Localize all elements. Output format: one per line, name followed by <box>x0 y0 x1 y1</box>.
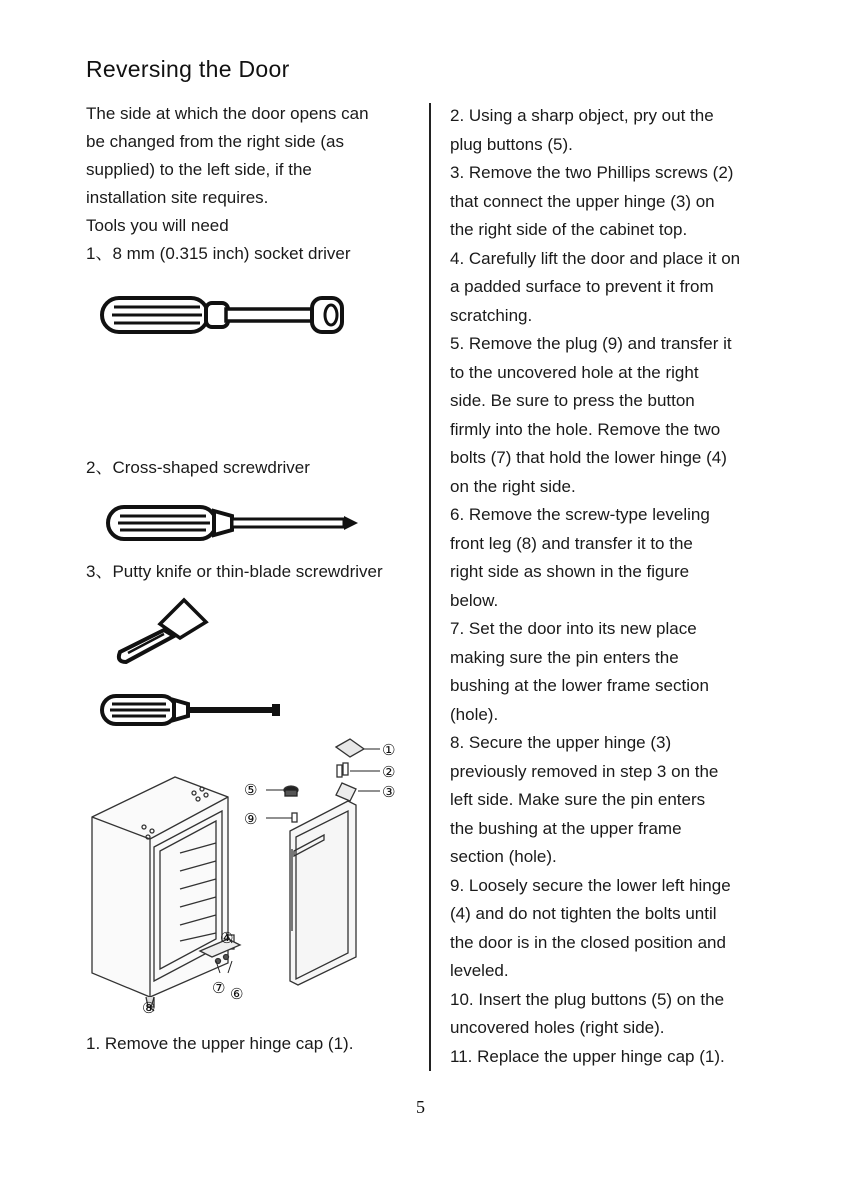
step-line: below. <box>450 590 499 610</box>
step-line: 7. Set the door into its new place <box>450 619 697 638</box>
step-line: on the right side. <box>450 476 576 496</box>
step-3 <box>450 159 790 245</box>
step-line: 11. Replace the upper hinge cap (1). <box>450 1046 725 1066</box>
callout-8: ⑧ <box>142 1000 156 1017</box>
callout-1: ① <box>382 742 396 759</box>
step-line: leveled. <box>450 961 509 980</box>
cross-screwdriver-icon <box>106 502 366 544</box>
tool-label-putty-knife: 3、Putty knife or thin-blade screwdriver <box>86 562 383 581</box>
step-line: left side. Make sure the pin enters <box>450 790 706 809</box>
column-divider <box>429 103 431 1071</box>
step-line: bolts (7) that hold the lower hinge (4) <box>450 448 727 467</box>
putty-knife-icon <box>114 596 214 666</box>
page-title: Reversing the Door <box>86 56 290 82</box>
step-line: 8. Secure the upper hinge (3) <box>450 733 672 752</box>
step-2 <box>450 102 790 159</box>
step-8 <box>450 729 790 872</box>
callout-6: ⑥ <box>230 986 244 1003</box>
step-line: bushing at the lower frame section <box>450 676 709 695</box>
step-line: making sure the pin enters the <box>450 647 679 667</box>
callout-3: ③ <box>382 784 396 801</box>
step-line: 2. Using a sharp object, pry out the <box>450 106 714 125</box>
step-line: (4) and do not tighten the bolts until <box>450 904 717 923</box>
intro-line: be changed from the right side (as <box>86 132 344 151</box>
tool-label-socket-driver: 1、8 mm (0.315 inch) socket driver <box>86 244 351 263</box>
step-line: section (hole). <box>450 847 557 866</box>
step-5 <box>450 330 790 501</box>
callout-2: ② <box>382 764 396 781</box>
step-line: 5. Remove the plug (9) and transfer it <box>450 334 732 353</box>
step-9 <box>450 872 790 986</box>
step-line: the door is in the closed position and <box>450 932 726 952</box>
step-line: the right side of the cabinet top. <box>450 220 688 239</box>
step-line: (hole). <box>450 704 499 724</box>
step-line: side. Be sure to press the button <box>450 391 695 410</box>
step-line: front leg (8) and transfer it to the <box>450 533 693 553</box>
intro-line: supplied) to the left side, if the <box>86 160 312 179</box>
callout-5: ⑤ <box>244 782 258 799</box>
intro-paragraph <box>86 100 408 212</box>
step-line: 9. Loosely secure the lower left hinge <box>450 875 731 895</box>
callout-9: ⑨ <box>244 811 258 828</box>
page-number: 5 <box>416 1097 425 1117</box>
step-line: firmly into the hole. Remove the two <box>450 419 721 439</box>
step-line: 6. Remove the screw-type leveling <box>450 505 710 524</box>
step-10 <box>450 986 790 1043</box>
left-column <box>86 100 408 268</box>
step-line: a padded surface to prevent it from <box>450 277 714 296</box>
step-line: 4. Carefully lift the door and place it on <box>450 248 741 268</box>
callout-7: ⑦ <box>212 980 226 997</box>
step-line: plug buttons (5). <box>450 134 573 154</box>
step-7 <box>450 615 790 729</box>
step-line: 3. Remove the two Phillips screws (2) <box>450 163 734 182</box>
door-reversal-diagram <box>80 735 420 1025</box>
step-line: uncovered holes (right side). <box>450 1018 665 1037</box>
step-line: to the uncovered hole at the right <box>450 362 699 382</box>
step-line: 10. Insert the plug buttons (5) on the <box>450 989 725 1009</box>
step-line: right side as shown in the figure <box>450 562 690 581</box>
step-11 <box>450 1043 790 1072</box>
flat-screwdriver-icon <box>100 693 290 727</box>
intro-line: The side at which the door opens can <box>86 104 369 123</box>
step-line: scratching. <box>450 305 533 325</box>
step-line: previously removed in step 3 on the <box>450 761 719 781</box>
tools-heading: Tools you will need <box>86 216 229 235</box>
socket-driver-icon <box>100 290 350 340</box>
step-line: that connect the upper hinge (3) on <box>450 191 715 211</box>
steps-list <box>450 102 790 1071</box>
tool-label-cross-screwdriver: 2、Cross-shaped screwdriver <box>86 458 310 477</box>
step-line: the bushing at the upper frame <box>450 818 682 838</box>
step-1: 1. Remove the upper hinge cap (1). <box>86 1034 354 1053</box>
step-6 <box>450 501 790 615</box>
intro-line: installation site requires. <box>86 188 269 207</box>
callout-4: ④ <box>220 930 234 947</box>
step-4 <box>450 245 790 331</box>
